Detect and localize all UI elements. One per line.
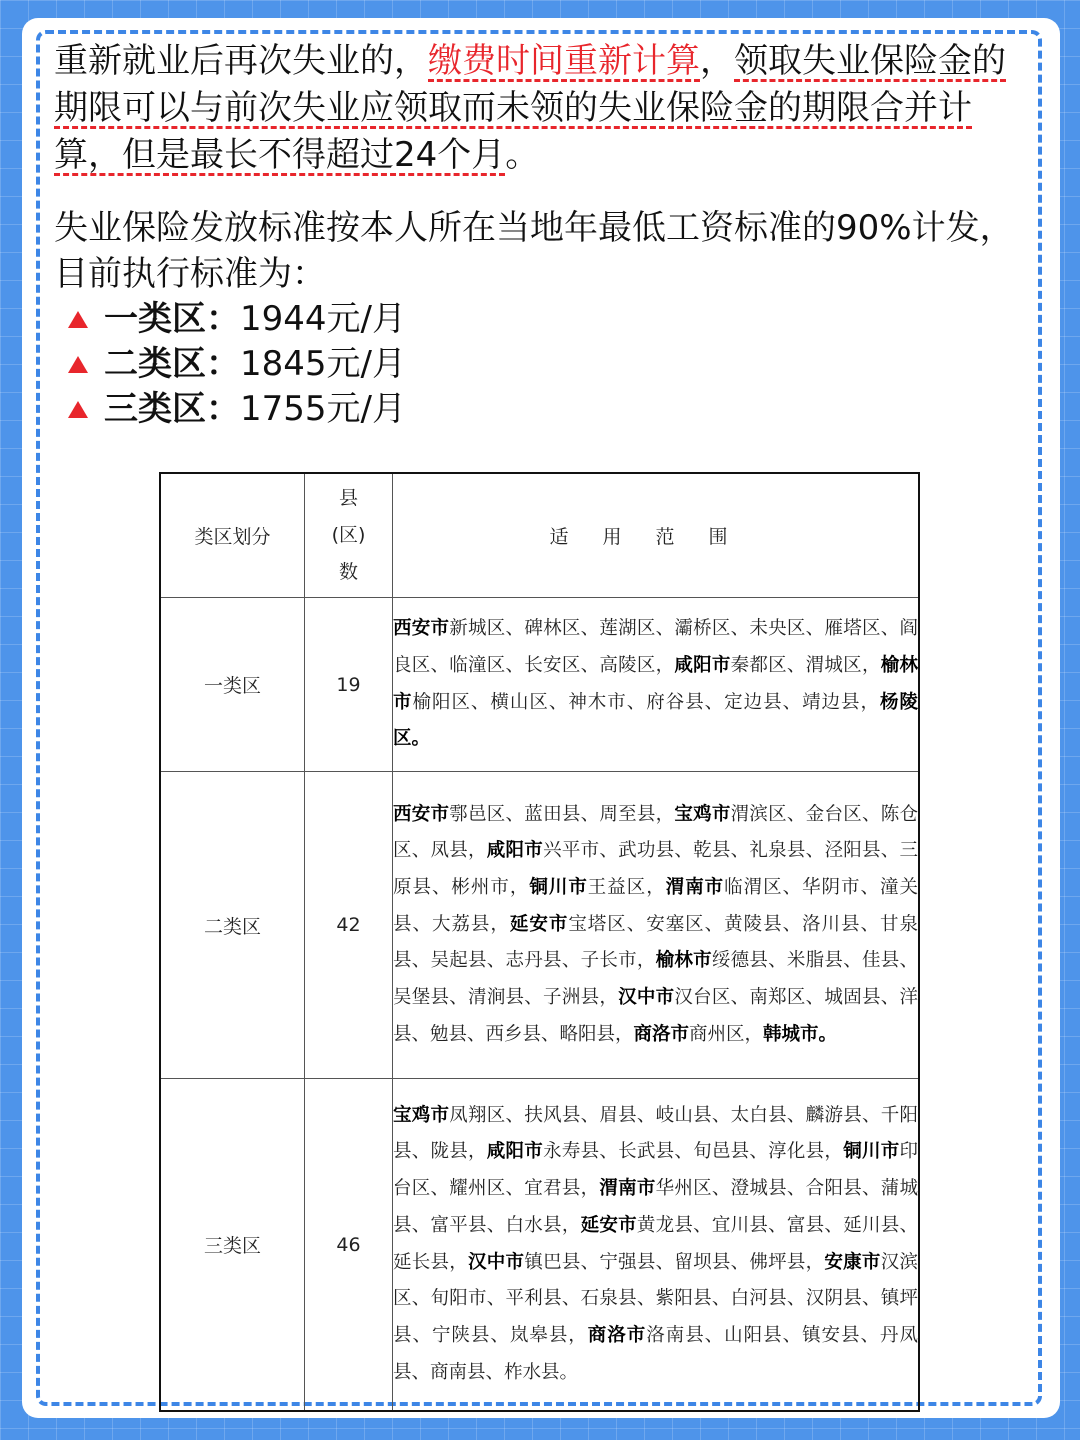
city-name: 杨陵区。 <box>393 691 918 750</box>
zone-amount: 1845元/月 <box>240 344 406 384</box>
table-header-row <box>160 473 919 598</box>
intro-part4: 。 <box>505 135 540 175</box>
zone-item <box>54 342 1014 387</box>
header-count <box>305 473 393 598</box>
header-count-line1: 县 <box>338 487 358 509</box>
table-row <box>160 1079 919 1412</box>
city-name: 咸阳市 <box>674 654 731 676</box>
city-name: 渭南市 <box>665 876 725 898</box>
city-name: 汉中市 <box>618 987 675 1009</box>
district-list: 汉台区、南郑区、城固县、洋县、勉县、西乡县、略阳县， <box>393 987 918 1045</box>
header-count-line3: 数 <box>338 561 358 583</box>
intro-part1: 重新就业后再次失业的， <box>54 41 428 81</box>
district-list: 印台区、耀州区、宜君县， <box>393 1141 918 1200</box>
intro-part2: ， <box>700 41 734 81</box>
header-category: 类区划分 <box>160 473 305 598</box>
district-list: 榆阳区、横山区、神木市、府谷县、定边县、靖边县， <box>412 691 880 713</box>
row-category: 二类区 <box>160 772 305 1079</box>
city-name: 延安市 <box>580 1214 637 1236</box>
district-list: 渭滨区、金台区、陈仓区、凤县， <box>393 803 918 862</box>
city-name: 榆林市 <box>393 654 918 713</box>
table-row <box>160 598 919 772</box>
district-list: 永寿县、长武县、旬邑县、淳化县， <box>543 1141 844 1163</box>
district-list: 王益区， <box>587 876 666 898</box>
zone-list <box>54 297 1014 432</box>
district-list: 洛南县、山阳县、镇安县、丹凤县、商南县、柞水县。 <box>393 1324 918 1383</box>
district-list: 镇巴县、宁强县、留坝县、佛坪县， <box>524 1251 825 1273</box>
zone-table <box>159 472 920 1412</box>
row-category: 三类区 <box>160 1079 305 1412</box>
district-list: 宝塔区、安塞区、黄陵县、洛川县、甘泉县、吴起县、志丹县、子长市， <box>393 913 918 972</box>
row-scope <box>393 1079 920 1412</box>
row-count: 46 <box>305 1079 393 1412</box>
standard-paragraph: 失业保险发放标准按本人所在当地年最低工资标准的90%计发，目前执行标准为： <box>54 208 1014 294</box>
intro-underlined: 领取失业保险金的期限可以与前次失业应领取而未领的失业保险金的期限合并计算，但是最长不得超过24个月 <box>54 41 1006 175</box>
row-count: 19 <box>305 598 393 772</box>
zone-name: 二类区： <box>104 344 240 384</box>
city-name: 渭南市 <box>599 1178 656 1200</box>
city-name: 铜川市 <box>843 1141 900 1163</box>
city-name: 安康市 <box>824 1251 881 1273</box>
city-name: 汉中市 <box>468 1251 525 1273</box>
row-scope <box>393 598 920 772</box>
city-name: 咸阳市 <box>486 1141 544 1163</box>
district-list: 汉滨区、旬阳市、平利县、石泉县、紫阳县、白河县、汉阴县、镇坪县、宁陕县、岚皋县， <box>393 1251 918 1346</box>
zone-amount: 1755元/月 <box>240 389 406 429</box>
district-list: 新城区、碑林区、莲湖区、灞桥区、未央区、雁塔区、阎良区、临潼区、长安区、高陵区， <box>393 618 918 676</box>
city-name: 宝鸡市 <box>674 803 731 825</box>
city-name: 延安市 <box>509 913 569 935</box>
district-list: 绥德县、米脂县、佳县、吴堡县、清涧县、子洲县， <box>393 950 918 1009</box>
row-scope <box>393 772 920 1079</box>
city-name: 韩城市。 <box>763 1023 838 1045</box>
district-list: 鄠邑区、蓝田县、周至县， <box>449 803 675 825</box>
city-name: 咸阳市 <box>486 840 544 862</box>
district-list: 凤翔区、扶风县、眉县、岐山县、太白县、麟游县、千阳县、陇县， <box>393 1104 918 1163</box>
district-list: 商州区， <box>689 1023 764 1045</box>
city-name: 商洛市 <box>633 1023 690 1045</box>
zone-name: 一类区： <box>104 299 240 339</box>
district-list: 临渭区、华阴市、潼关县、大荔县， <box>393 876 918 935</box>
triangle-icon <box>68 401 88 418</box>
district-list: 华州区、澄城县、合阳县、蒲城县、富平县、白水县， <box>393 1178 918 1236</box>
district-list: 秦都区、渭城区， <box>730 654 881 676</box>
city-name: 榆林市 <box>655 950 712 972</box>
triangle-icon <box>68 311 88 328</box>
row-count: 42 <box>305 772 393 1079</box>
zone-item <box>54 387 1014 432</box>
district-list: 黄龙县、宜川县、富县、延川县、延长县， <box>393 1214 918 1273</box>
text-content <box>54 38 1014 432</box>
triangle-icon <box>68 356 88 373</box>
header-scope: 适用范围 <box>393 473 920 598</box>
city-name: 商洛市 <box>587 1324 647 1346</box>
city-name: 西安市 <box>393 618 450 640</box>
city-name: 宝鸡市 <box>393 1104 450 1126</box>
intro-highlight: 缴费时间重新计算 <box>428 41 700 81</box>
district-list: 兴平市、武功县、乾县、礼泉县、泾阳县、三原县、彬州市， <box>393 840 918 898</box>
zone-amount: 1944元/月 <box>240 299 406 339</box>
intro-paragraph <box>54 38 1014 179</box>
city-name: 西安市 <box>393 803 450 825</box>
header-count-line2: (区) <box>331 524 366 546</box>
table-row <box>160 772 919 1079</box>
zone-name: 三类区： <box>104 389 240 429</box>
city-name: 铜川市 <box>529 876 588 898</box>
zone-item <box>54 297 1014 342</box>
row-category: 一类区 <box>160 598 305 772</box>
